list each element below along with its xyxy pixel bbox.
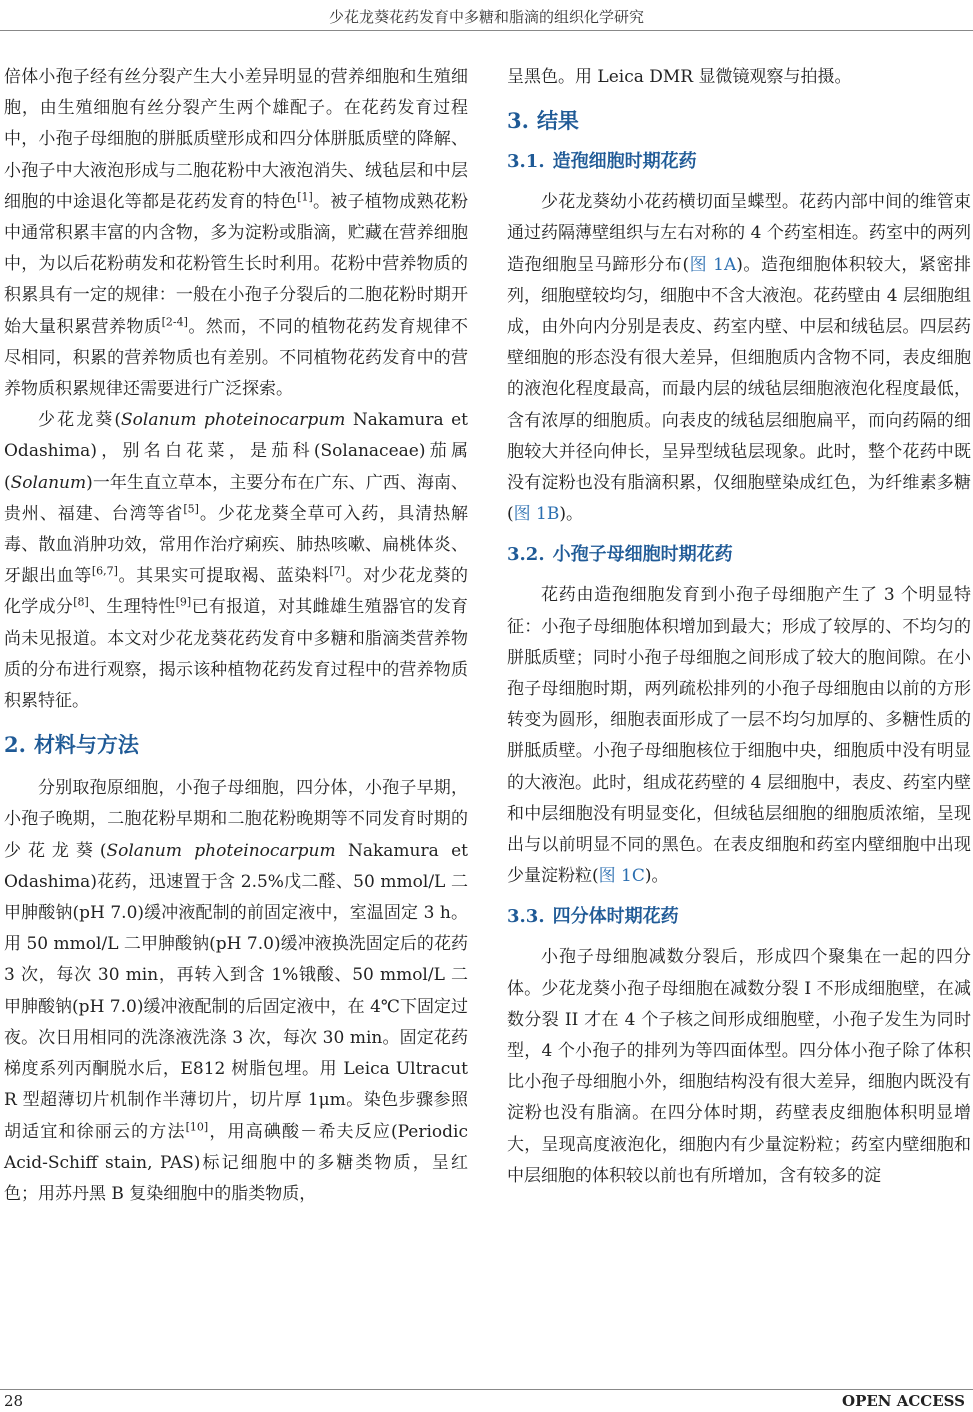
paragraph-methods-continued: 呈黑色。用 Leica DMR 显微镜观察与拍摄。 (507, 67, 852, 87)
subsection-heading-microspore-mother: 3.2. 小孢子母细胞时期花药 (507, 544, 733, 566)
citation-ref[interactable]: [9] (175, 595, 192, 609)
section-heading-results: 3. 结果 (507, 108, 579, 134)
paragraph-sporogenous: 少花龙葵幼小花药横切面呈蝶型。花药内部中间的维管束通过药隔薄壁组织与左右对称的 4 个药室相连。药室中的两列造孢细胞呈马蹄形分布(图 1A)。造孢细胞体积较大，紧密排列，细胞壁较均匀，细胞中不含大液泡。花药壁由 4 层细胞组成，由外向内分别是表皮、药室内壁、中层和绒毡层。四层药壁细胞的形态没有很大差异，但细胞质内含物不同，表皮细胞的液泡化程度最高，而最内层的绒毡层细胞液泡化程度最低，含有浓厚的细胞质。向表皮的绒毡层细胞扁平，而向药隔的细胞较大并径向伸长，呈异型绒毡层现象。此时，整个花药中既没有淀粉也没有脂滴积累，仅细胞壁染成红色，为纤维素多糖(图 1B)。 (507, 192, 971, 525)
paragraph-species-intro: 少花龙葵(Solanum photeinocarpum Nakamura et Odashima)，别名白花菜，是茄科(Solanaceae)茄属(Solanum)一年生直立草本，主要分布在广东、广西、海南、贵州、福建、台湾等省[5]。少花龙葵全草可入药，具清热解毒、散血消肿功效，常用作治疗痢疾、肺热咳嗽、扁桃体炎、牙龈出血等[6,7]。其果实可提取褐、蓝染料[7]。对少花龙葵的化学成分[8]、生理特性[9]已有报道，对其雌雄生殖器官的发育尚未见报道。本文对少花龙葵花药发育中多糖和脂滴类营养物质的分布进行观察，揭示该种植物花药发育过程中的营养物质积累特征。 (4, 410, 469, 712)
figure-link[interactable]: 图 1B (513, 504, 560, 525)
running-header: 少花龙葵花药发育中多糖和脂滴的组织化学研究 (328, 8, 644, 26)
citation-ref[interactable]: [5] (183, 502, 199, 516)
footer-divider (0, 1389, 973, 1390)
figure-link[interactable]: 图 1A (689, 254, 737, 275)
left-column (4, 62, 468, 1210)
header-divider (0, 30, 973, 31)
paragraph-methods: 分别取孢原细胞，小孢子母细胞，四分体，小孢子早期，小孢子晚期，二胞花粉早期和二胞花粉晚期等不同发育时期的少花龙葵(Solanum photeinocarpum Nakamura et Odashima)花药，迅速置于含 2.5%戊二醛、50 mmol/L 二甲胂酸钠(pH 7.0)缓冲液配制的前固定液中，室温固定 3 h。用 50 mmol/L 二甲胂酸钠(pH 7.0)缓冲液换洗固定后的花药 3 次，每次 30 min，再转入到含 1%锇酸、50 mmol/L 二甲胂酸钠(pH 7.0)缓冲液配制的后固定液中，在 4℃下固定过夜。次日用相同的洗涤液洗涤 3 次，每次 30 min。固定花药梯度系列丙酮脱水后，E812 树脂包埋。用 Leica Ultracut R 型超薄切片机制作半薄切片，切片厚 1μm。染色步骤参照胡适宜和徐丽云的方法[10]，用高碘酸－希夫反应(Periodic Acid-Schiff stain, PAS)标记细胞中的多糖类物质，呈红色；用苏丹黑 B 复染细胞中的脂类物质， (4, 778, 469, 1204)
citation-ref[interactable]: [8] (73, 595, 89, 609)
subsection-heading-sporogenous: 3.1. 造孢细胞时期花药 (507, 151, 697, 173)
section-heading-methods: 2. 材料与方法 (4, 732, 139, 758)
figure-link[interactable]: 图 1C (598, 866, 645, 887)
right-column (507, 62, 971, 1192)
citation-ref[interactable]: [2-4] (161, 314, 188, 328)
page-number: 28 (4, 1392, 24, 1410)
paragraph-tetrad: 小孢子母细胞减数分裂后，形成四个聚集在一起的四分体。少花龙葵小孢子母细胞在减数分裂 I 不形成细胞壁，在减数分裂 II 才在 4 个子核之间形成细胞壁，小孢子发生为同时型，4 个小孢子的排列为等四面体型。四分体小孢子除了体积比小孢子母细胞小外，细胞结构没有很大差异，细胞内既没有淀粉也没有脂滴。在四分体时期，药壁表皮细胞体积明显增大，呈现高度液泡化，细胞内有少量淀粉粒；药室内壁细胞和中层细胞的体积较以前也有所增加，含有较多的淀 (507, 947, 971, 1186)
open-access-label: OPEN ACCESS (842, 1392, 965, 1410)
citation-ref[interactable]: [10] (185, 1119, 209, 1133)
citation-ref[interactable]: [6,7] (91, 564, 118, 578)
paragraph-intro-continued: 倍体小孢子经有丝分裂产生大小差异明显的营养细胞和生殖细胞，由生殖细胞有丝分裂产生两个雄配子。在花药发育过程中，小孢子母细胞的胼胝质壁形成和四分体胼胝质壁的降解、小孢子中大液泡形成与二胞花粉中大液泡消失、绒毡层和中层细胞的中途退化等都是花药发育的特色[1]。被子植物成熟花粉中通常积累丰富的内含物，多为淀粉或脂滴，贮藏在营养细胞中，为以后花粉萌发和花粉管生长时利用。花粉中营养物质的积累具有一定的规律：一般在小孢子分裂后的二胞花粉时期开始大量积累营养物质[2-4]。然而，不同的植物花药发育规律不尽相同，积累的营养物质也有差别。不同植物花药发育中的营养物质积累规律还需要进行广泛探索。 (4, 67, 469, 400)
citation-ref[interactable]: [7] (329, 564, 345, 578)
paragraph-microspore-mother: 花药由造孢细胞发育到小孢子母细胞产生了 3 个明显特征：小孢子母细胞体积增加到最大；形成了较厚的、不均匀的胼胝质壁；同时小孢子母细胞之间形成了较大的胞间隙。在小孢子母细胞时期，两列疏松排列的小孢子母细胞由以前的方形转变为圆形，细胞表面形成了一层不均匀加厚的、多糖性质的胼胝质壁。小孢子母细胞核位于细胞中央，细胞质中没有明显的大液泡。此时，组成花药壁的 4 层细胞中，表皮、药室内壁和中层细胞没有明显变化，但绒毡层细胞的细胞质浓缩，呈现出与以前明显不同的黑色。在表皮细胞和药室内壁细胞中出现少量淀粉粒(图 1C)。 (507, 585, 971, 887)
subsection-heading-tetrad: 3.3. 四分体时期花药 (507, 906, 679, 928)
citation-ref[interactable]: [1] (297, 190, 313, 204)
